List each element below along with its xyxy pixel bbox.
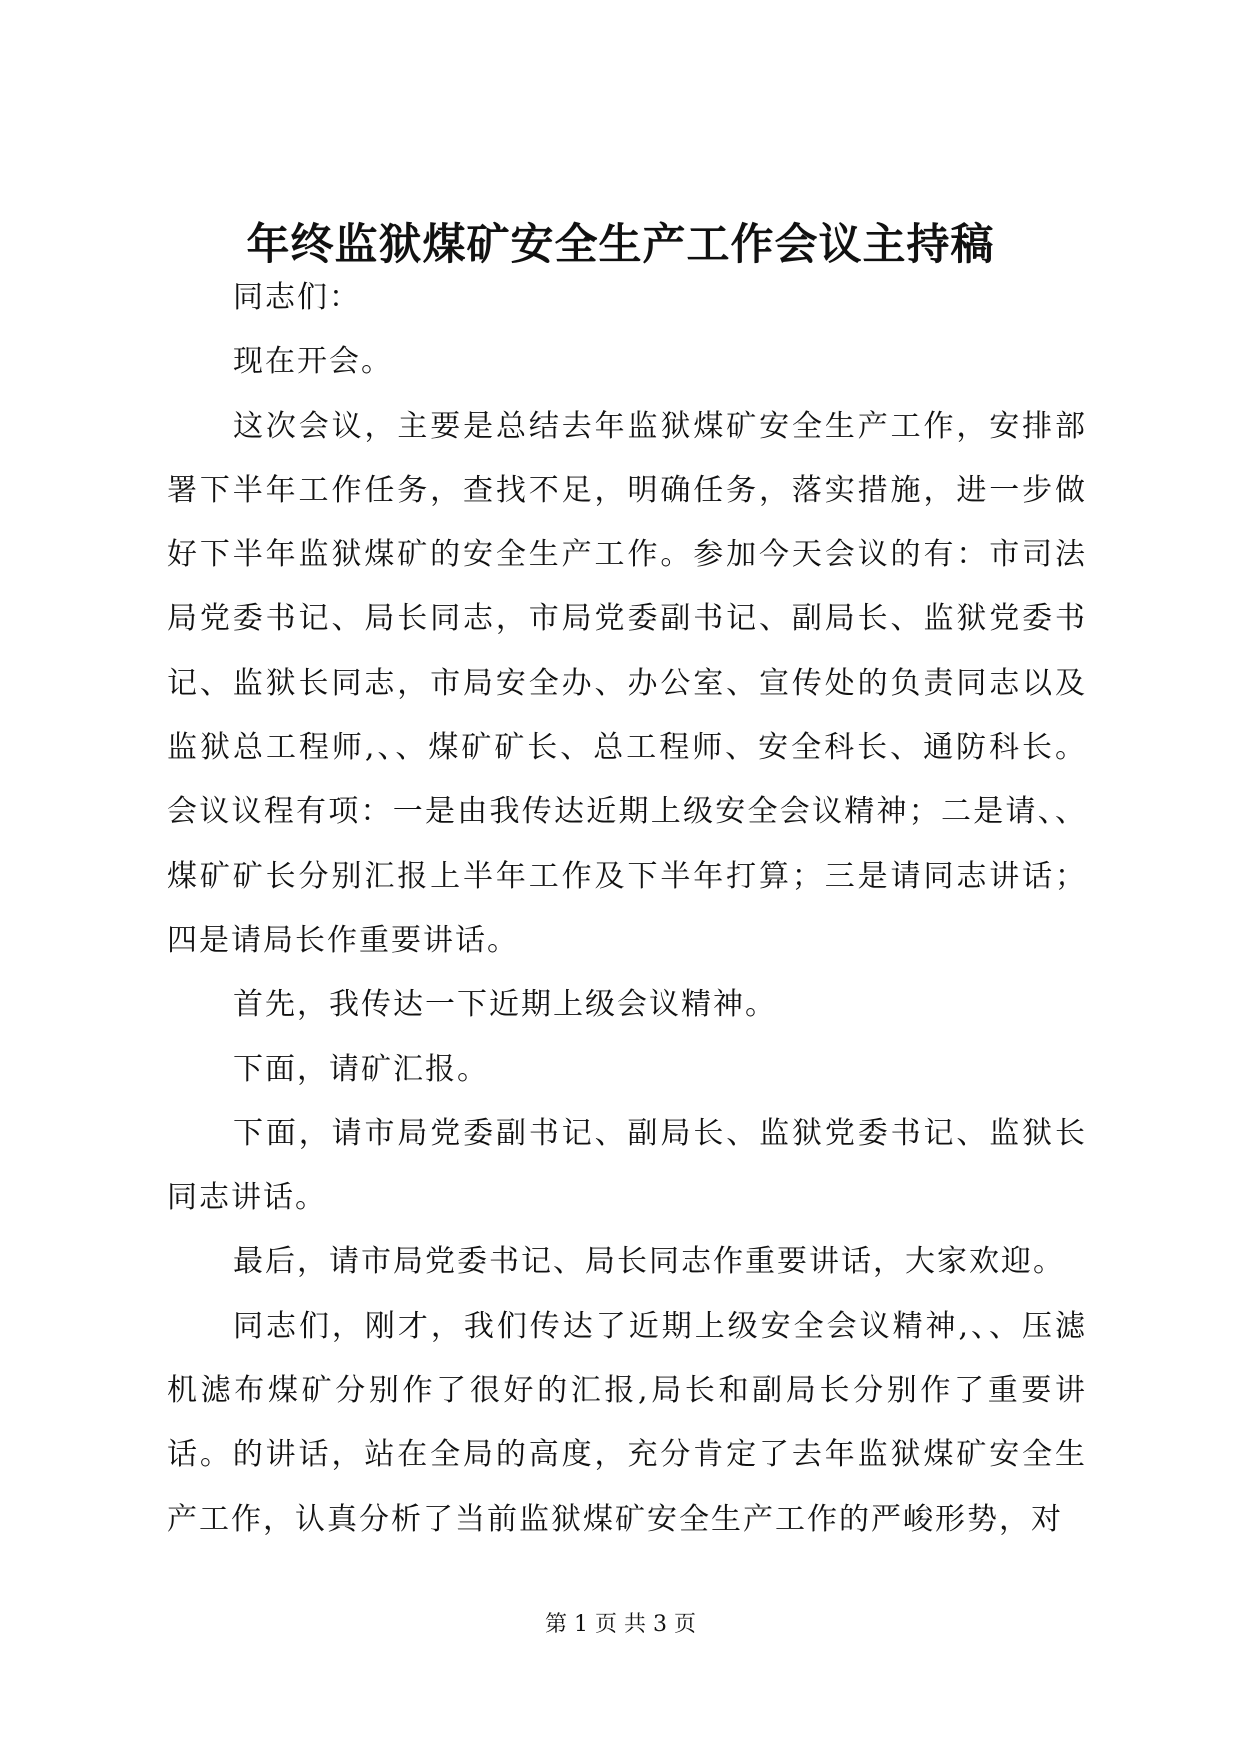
document-body <box>167 266 1087 1552</box>
paragraph-opening: 现在开会。 <box>233 344 393 380</box>
paragraph-summary: 同志们，刚才，我们传达了近期上级安全会议精神,、、压滤机滤布煤矿分别作了很好的汇报,局长和副局长分别作了重要讲话。的讲话，站在全局的高度，充分肯定了去年监狱煤矿安全生产工作，认真分析了当前监狱煤矿安全生产工作的严峻形势，对 <box>167 1308 1087 1537</box>
paragraph-first: 首先，我传达一下近期上级会议精神。 <box>233 987 777 1023</box>
paragraph-salutation: 同志们： <box>233 280 361 315</box>
page-footer: 第 1 页 共 3 页 <box>545 1612 696 1637</box>
document-title: 年终监狱煤矿安全生产工作会议主持稿 <box>246 220 995 270</box>
paragraph-agenda: 这次会议，主要是总结去年监狱煤矿安全生产工作，安排部署下半年工作任务，查找不足，明确任务，落实措施，进一步做好下半年监狱煤矿的安全生产工作。参加今天会议的有：市司法局党委书记、局长同志，市局党委副书记、副局长、监狱党委书记、监狱长同志，市局安全办、办公室、宣传处的负责同志以及监狱总工程师,、、煤矿矿长、总工程师、安全科长、通防科长。会议议程有项：一是由我传达近期上级安全会议精神；二是请、、煤矿矿长分别汇报上半年工作及下半年打算；三是请同志讲话；四是请局长作重要讲话。 <box>167 408 1087 958</box>
paragraph-final-speech: 最后，请市局党委书记、局长同志作重要讲话，大家欢迎。 <box>233 1244 1065 1280</box>
paragraph-report: 下面，请矿汇报。 <box>233 1051 489 1087</box>
paragraph-speech: 下面，请市局党委副书记、副局长、监狱党委书记、监狱长同志讲话。 <box>167 1115 1087 1216</box>
